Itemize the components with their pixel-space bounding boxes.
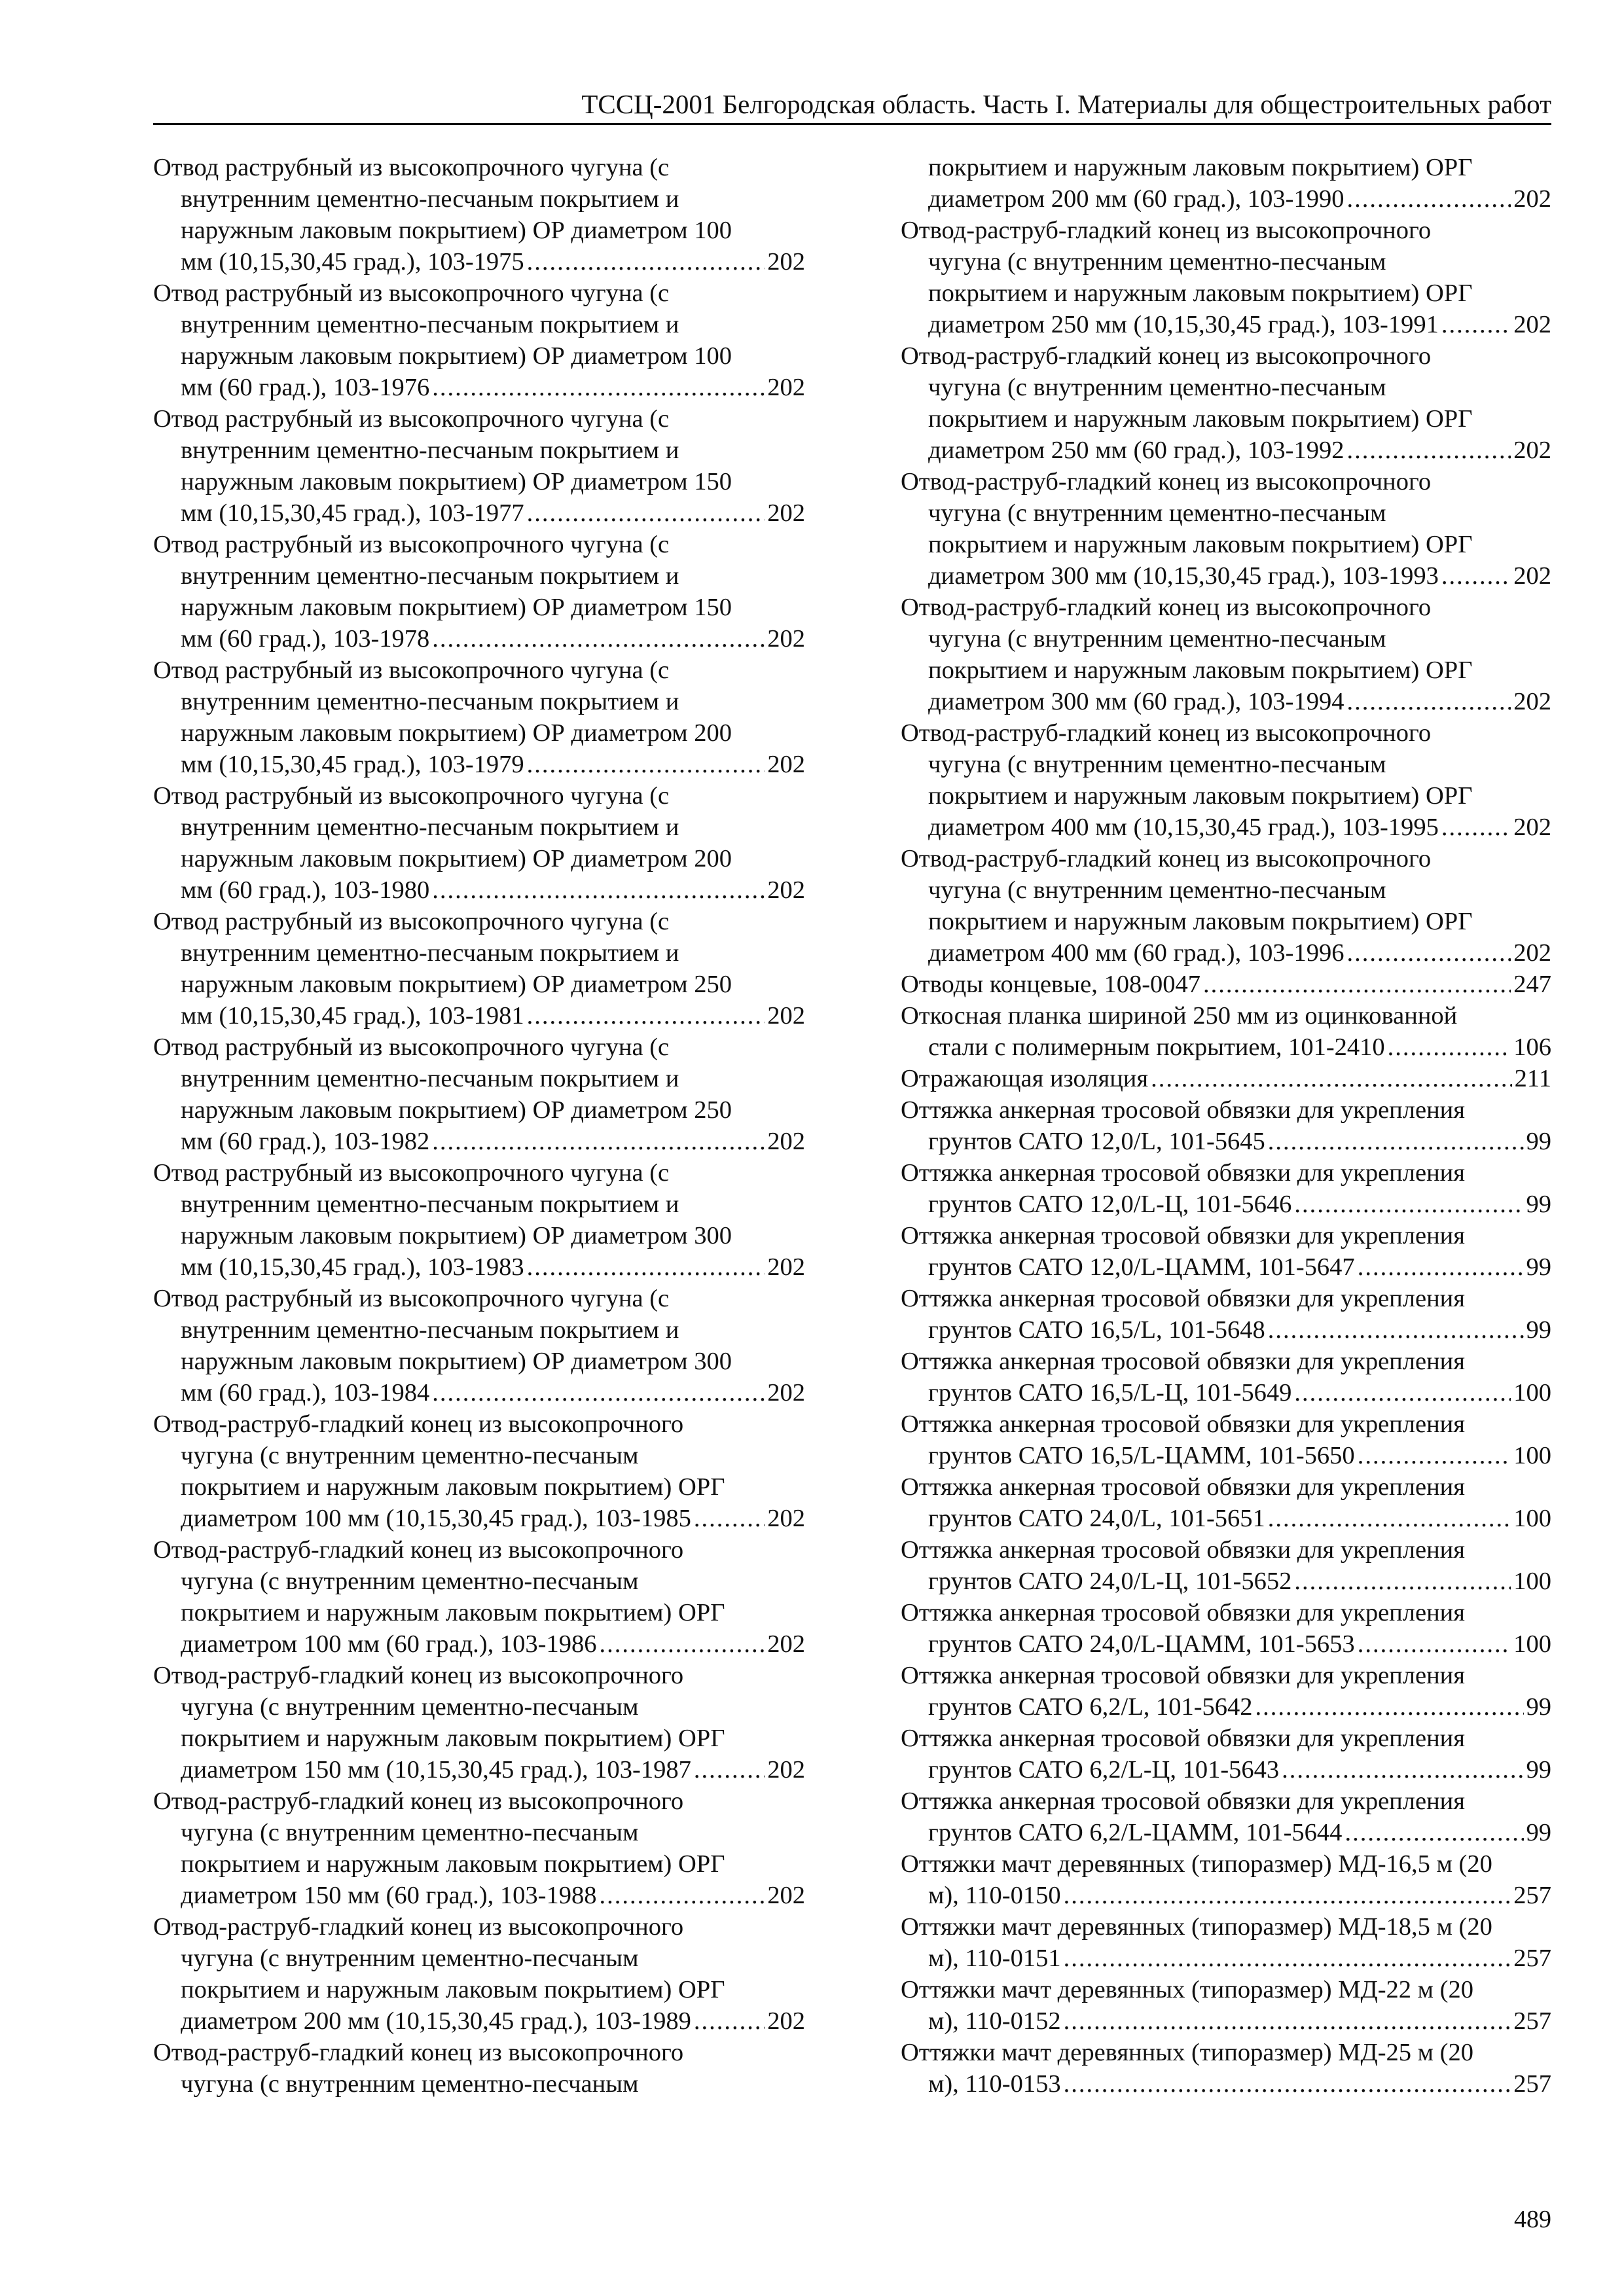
index-entry bbox=[901, 1094, 1551, 1157]
entry-line: покрытием и наружным лаковым покрытием) ОРГ bbox=[181, 1599, 725, 1626]
entry-line: Отвод-раструб-гладкий конец из высокопрочного bbox=[901, 594, 1432, 621]
header-title: ТССЦ-2001 Белгородская область. Часть I. Материалы для общестроительных работ bbox=[581, 89, 1551, 119]
entry-page-ref: 202 bbox=[767, 1379, 805, 1407]
entry-text: диаметром 100 мм (60 град.), 103-1986 bbox=[181, 1630, 597, 1658]
entry-line: Отвод раструбный из высокопрочного чугуна (с bbox=[153, 531, 670, 558]
dot-leader bbox=[1358, 1440, 1511, 1471]
entry-line: Отвод раструбный из высокопрочного чугуна (с bbox=[153, 908, 670, 935]
entry-page-ref: 202 bbox=[1513, 185, 1551, 213]
entry-text: диаметром 250 мм (60 град.), 103-1992 bbox=[928, 437, 1344, 464]
entry-line: Отвод раструбный из высокопрочного чугуна (с bbox=[153, 154, 670, 181]
entry-page-ref: 100 bbox=[1513, 1505, 1551, 1532]
entry-line: внутренним цементно-песчаным покрытием и bbox=[181, 1316, 679, 1344]
entry-line: наружным лаковым покрытием) ОР диаметром 100 bbox=[181, 342, 732, 370]
index-entry bbox=[153, 906, 805, 1031]
dot-leader bbox=[1294, 1189, 1523, 1220]
page-number: 489 bbox=[1514, 2206, 1551, 2233]
index-entry bbox=[901, 1220, 1551, 1283]
entry-page-ref: 202 bbox=[767, 1505, 805, 1532]
entry-text: мм (60 град.), 103-1982 bbox=[181, 1128, 430, 1155]
entry-line: Отвод раструбный из высокопрочного чугуна (с bbox=[153, 1285, 670, 1312]
entry-text: Отводы концевые, 108-0047 bbox=[901, 971, 1201, 998]
entry-line: покрытием и наружным лаковым покрытием) ОРГ bbox=[928, 908, 1473, 935]
entry-page-ref: 99 bbox=[1526, 1819, 1551, 1846]
entry-line: чугуна (с внутренним цементно-песчаным bbox=[928, 876, 1386, 904]
entry-line: Оттяжка анкерная тросовой обвязки для укрепления bbox=[901, 1410, 1465, 1438]
index-entry bbox=[901, 1597, 1551, 1660]
entry-text: мм (10,15,30,45 град.), 103-1975 bbox=[181, 248, 524, 276]
entry-page-ref: 99 bbox=[1526, 1128, 1551, 1155]
entry-line: наружным лаковым покрытием) ОР диаметром 150 bbox=[181, 468, 732, 495]
entry-line: Отвод-раструб-гладкий конец из высокопрочного bbox=[901, 217, 1432, 244]
index-entry bbox=[901, 1660, 1551, 1723]
entry-page-ref: 202 bbox=[767, 2007, 805, 2035]
index-entry bbox=[901, 1848, 1551, 1911]
entry-line: покрытием и наружным лаковым покрытием) ОРГ bbox=[928, 656, 1473, 684]
entry-line: Отвод-раструб-гладкий конец из высокопрочного bbox=[153, 1787, 684, 1815]
entry-text: диаметром 100 мм (10,15,30,45 град.), 103-1985 bbox=[181, 1505, 691, 1532]
index-entry bbox=[901, 1785, 1551, 1848]
entry-page-ref: 202 bbox=[767, 1128, 805, 1155]
entry-line: внутренним цементно-песчаным покрытием и bbox=[181, 562, 679, 590]
entry-line: Отвод-раструб-гладкий конец из высокопрочного bbox=[153, 2039, 684, 2066]
entry-line: внутренним цементно-песчаным покрытием и bbox=[181, 1191, 679, 1218]
index-entry bbox=[153, 529, 805, 655]
entry-page-ref: 99 bbox=[1526, 1756, 1551, 1784]
entry-text: м), 110-0150 bbox=[928, 1882, 1061, 1909]
dot-leader bbox=[1064, 1943, 1511, 1974]
entry-line: Оттяжка анкерная тросовой обвязки для укрепления bbox=[901, 1787, 1465, 1815]
index-entry bbox=[901, 1974, 1551, 2037]
dot-leader bbox=[1441, 560, 1511, 592]
entry-text: мм (10,15,30,45 град.), 103-1983 bbox=[181, 1253, 524, 1281]
entry-line: Отвод-раструб-гладкий конец из высокопрочного bbox=[153, 1410, 684, 1438]
entry-line: внутренним цементно-песчаным покрытием и bbox=[181, 185, 679, 213]
dot-leader bbox=[1346, 435, 1511, 466]
entry-page-ref: 100 bbox=[1513, 1630, 1551, 1658]
entry-line: наружным лаковым покрытием) ОР диаметром 100 bbox=[181, 217, 732, 244]
dot-leader bbox=[1203, 969, 1511, 1000]
dot-leader bbox=[1346, 686, 1511, 717]
entry-page-ref: 99 bbox=[1526, 1253, 1551, 1281]
index-entry bbox=[901, 843, 1551, 969]
entry-line: Отвод раструбный из высокопрочного чугуна (с bbox=[153, 782, 670, 810]
entry-line: Оттяжка анкерная тросовой обвязки для укрепления bbox=[901, 1348, 1465, 1375]
entry-line: покрытием и наружным лаковым покрытием) ОРГ bbox=[181, 1473, 725, 1501]
entry-text: грунтов САТО 16,5/L-Ц, 101-5649 bbox=[928, 1379, 1292, 1407]
entry-text: грунтов САТО 24,0/L, 101-5651 bbox=[928, 1505, 1265, 1532]
entry-text: мм (60 град.), 103-1984 bbox=[181, 1379, 430, 1407]
entry-text: м), 110-0153 bbox=[928, 2070, 1061, 2098]
index-column-right bbox=[901, 152, 1551, 2100]
entry-page-ref: 247 bbox=[1513, 971, 1551, 998]
entry-text: диаметром 200 мм (10,15,30,45 град.), 103-1989 bbox=[181, 2007, 691, 2035]
entry-text: грунтов САТО 24,0/L-ЦАММ, 101-5653 bbox=[928, 1630, 1355, 1658]
dot-leader bbox=[1358, 1628, 1511, 1660]
entry-line: чугуна (с внутренним цементно-песчаным bbox=[181, 1568, 639, 1595]
dot-leader bbox=[1294, 1566, 1511, 1597]
dot-leader bbox=[1282, 1754, 1523, 1785]
entry-line: Отвод-раструб-гладкий конец из высокопрочного bbox=[901, 845, 1432, 872]
entry-page-ref: 99 bbox=[1526, 1191, 1551, 1218]
entry-page-ref: 202 bbox=[767, 374, 805, 401]
dot-leader bbox=[1268, 1503, 1511, 1534]
dot-leader bbox=[1064, 2005, 1511, 2037]
entry-line: Оттяжки мачт деревянных (типоразмер) МД-22 м (20 bbox=[901, 1976, 1473, 2003]
entry-line: Оттяжки мачт деревянных (типоразмер) МД-25 м (20 bbox=[901, 2039, 1473, 2066]
entry-line: Откосная планка шириной 250 мм из оцинкованной bbox=[901, 1002, 1458, 1030]
dot-leader bbox=[1294, 1377, 1511, 1408]
entry-line: внутренним цементно-песчаным покрытием и bbox=[181, 814, 679, 841]
index-entry bbox=[901, 592, 1551, 717]
entry-text: диаметром 250 мм (10,15,30,45 град.), 103-1991 bbox=[928, 311, 1439, 338]
entry-line: наружным лаковым покрытием) ОР диаметром 250 bbox=[181, 971, 732, 998]
entry-line: Оттяжки мачт деревянных (типоразмер) МД-18,5 м (20 bbox=[901, 1913, 1492, 1941]
dot-leader bbox=[432, 372, 765, 403]
entry-page-ref: 100 bbox=[1513, 1379, 1551, 1407]
index-entry bbox=[901, 1408, 1551, 1471]
entry-page-ref: 202 bbox=[1513, 939, 1551, 967]
entry-page-ref: 100 bbox=[1513, 1568, 1551, 1595]
entry-line: чугуна (с внутренним цементно-песчаным bbox=[928, 499, 1386, 527]
index-entry bbox=[901, 1723, 1551, 1785]
entry-text: м), 110-0151 bbox=[928, 1945, 1061, 1972]
entry-text: Отражающая изоляция bbox=[901, 1065, 1149, 1092]
dot-leader bbox=[432, 874, 765, 906]
entry-page-ref: 202 bbox=[767, 499, 805, 527]
index-entry bbox=[901, 152, 1551, 215]
entry-line: Оттяжка анкерная тросовой обвязки для укрепления bbox=[901, 1222, 1465, 1249]
entry-page-ref: 202 bbox=[767, 751, 805, 778]
entry-line: наружным лаковым покрытием) ОР диаметром 300 bbox=[181, 1222, 732, 1249]
entry-line: Отвод-раструб-гладкий конец из высокопрочного bbox=[901, 719, 1432, 747]
entry-text: мм (60 град.), 103-1978 bbox=[181, 625, 430, 653]
dot-leader bbox=[1346, 937, 1511, 969]
dot-leader bbox=[527, 749, 765, 780]
dot-leader bbox=[527, 246, 765, 278]
entry-line: Отвод-раструб-гладкий конец из высокопрочного bbox=[153, 1536, 684, 1564]
dot-leader bbox=[432, 1126, 765, 1157]
dot-leader bbox=[1255, 1691, 1524, 1723]
dot-leader bbox=[1358, 1251, 1524, 1283]
dot-leader bbox=[599, 1880, 765, 1911]
dot-leader bbox=[1151, 1063, 1512, 1094]
entry-page-ref: 202 bbox=[1513, 688, 1551, 715]
index-entry bbox=[901, 466, 1551, 592]
index-entry bbox=[153, 152, 805, 278]
entry-line: чугуна (с внутренним цементно-песчаным bbox=[181, 1442, 639, 1469]
entry-line: Отвод-раструб-гладкий конец из высокопрочного bbox=[901, 468, 1432, 495]
dot-leader bbox=[1268, 1314, 1524, 1346]
dot-leader bbox=[1441, 812, 1511, 843]
entry-page-ref: 257 bbox=[1513, 2070, 1551, 2098]
entry-line: внутренним цементно-песчаным покрытием и bbox=[181, 1065, 679, 1092]
index-entry bbox=[153, 1157, 805, 1283]
entry-line: Оттяжки мачт деревянных (типоразмер) МД-16,5 м (20 bbox=[901, 1850, 1492, 1878]
dot-leader bbox=[527, 1000, 765, 1031]
index-entry bbox=[153, 403, 805, 529]
entry-text: грунтов САТО 16,5/L, 101-5648 bbox=[928, 1316, 1265, 1344]
index-column-left bbox=[153, 152, 805, 2100]
index-entry bbox=[153, 780, 805, 906]
index-entry bbox=[901, 717, 1551, 843]
index-entry bbox=[901, 215, 1551, 340]
dot-leader bbox=[527, 497, 765, 529]
entry-page-ref: 211 bbox=[1514, 1065, 1551, 1092]
entry-line: чугуна (с внутренним цементно-песчаным bbox=[928, 248, 1386, 276]
entry-line: покрытием и наружным лаковым покрытием) ОРГ bbox=[928, 279, 1473, 307]
entry-text: м), 110-0152 bbox=[928, 2007, 1061, 2035]
entry-text: стали с полимерным покрытием, 101-2410 bbox=[928, 1033, 1385, 1061]
index-entry bbox=[901, 1157, 1551, 1220]
entry-line: покрытием и наружным лаковым покрытием) ОРГ bbox=[181, 1976, 725, 2003]
entry-line: наружным лаковым покрытием) ОР диаметром 200 bbox=[181, 845, 732, 872]
entry-page-ref: 202 bbox=[1513, 311, 1551, 338]
entry-page-ref: 202 bbox=[767, 1756, 805, 1784]
entry-line: наружным лаковым покрытием) ОР диаметром 200 bbox=[181, 719, 732, 747]
entry-line: покрытием и наружным лаковым покрытием) ОРГ bbox=[928, 154, 1473, 181]
dot-leader bbox=[694, 1754, 765, 1785]
entry-line: покрытием и наружным лаковым покрытием) ОРГ bbox=[181, 1725, 725, 1752]
entry-line: Оттяжка анкерная тросовой обвязки для укрепления bbox=[901, 1599, 1465, 1626]
entry-text: грунтов САТО 6,2/L-Ц, 101-5643 bbox=[928, 1756, 1280, 1784]
entry-line: наружным лаковым покрытием) ОР диаметром 250 bbox=[181, 1096, 732, 1124]
entry-page-ref: 202 bbox=[767, 1630, 805, 1658]
dot-leader bbox=[1388, 1031, 1511, 1063]
entry-page-ref: 99 bbox=[1526, 1316, 1551, 1344]
entry-line: Оттяжка анкерная тросовой обвязки для укрепления bbox=[901, 1096, 1465, 1124]
entry-line: Отвод-раструб-гладкий конец из высокопрочного bbox=[153, 1913, 684, 1941]
index-entry bbox=[901, 1534, 1551, 1597]
dot-leader bbox=[1441, 309, 1511, 340]
entry-line: Оттяжка анкерная тросовой обвязки для укрепления bbox=[901, 1536, 1465, 1564]
entry-page-ref: 257 bbox=[1513, 2007, 1551, 2035]
entry-line: внутренним цементно-песчаным покрытием и bbox=[181, 311, 679, 338]
index-entry bbox=[153, 2037, 805, 2100]
entry-line: чугуна (с внутренним цементно-песчаным bbox=[181, 2070, 639, 2098]
entry-text: грунтов САТО 24,0/L-Ц, 101-5652 bbox=[928, 1568, 1292, 1595]
entry-line: чугуна (с внутренним цементно-песчаным bbox=[928, 751, 1386, 778]
entry-text: грунтов САТО 12,0/L, 101-5645 bbox=[928, 1128, 1265, 1155]
entry-page-ref: 202 bbox=[1513, 437, 1551, 464]
index-entry bbox=[901, 1471, 1551, 1534]
entry-text: мм (60 град.), 103-1980 bbox=[181, 876, 430, 904]
entry-line: чугуна (с внутренним цементно-песчаным bbox=[928, 625, 1386, 653]
index-entry bbox=[901, 1346, 1551, 1408]
entry-line: Оттяжка анкерная тросовой обвязки для укрепления bbox=[901, 1159, 1465, 1187]
entry-page-ref: 257 bbox=[1513, 1882, 1551, 1909]
entry-text: диаметром 150 мм (60 град.), 103-1988 bbox=[181, 1882, 597, 1909]
index-entry bbox=[901, 2037, 1551, 2100]
dot-leader bbox=[1268, 1126, 1524, 1157]
index-entry bbox=[901, 969, 1551, 1000]
entry-text: грунтов САТО 6,2/L, 101-5642 bbox=[928, 1693, 1253, 1721]
entry-line: покрытием и наружным лаковым покрытием) ОРГ bbox=[928, 782, 1473, 810]
entry-text: мм (10,15,30,45 град.), 103-1981 bbox=[181, 1002, 524, 1030]
entry-text: диаметром 300 мм (10,15,30,45 град.), 103-1993 bbox=[928, 562, 1439, 590]
entry-line: наружным лаковым покрытием) ОР диаметром 300 bbox=[181, 1348, 732, 1375]
entry-text: грунтов САТО 12,0/L-Ц, 101-5646 bbox=[928, 1191, 1292, 1218]
entry-text: диаметром 200 мм (60 град.), 103-1990 bbox=[928, 185, 1344, 213]
entry-text: мм (10,15,30,45 град.), 103-1979 bbox=[181, 751, 524, 778]
entry-line: Оттяжка анкерная тросовой обвязки для укрепления bbox=[901, 1285, 1465, 1312]
entry-page-ref: 202 bbox=[767, 1253, 805, 1281]
entry-text: грунтов САТО 6,2/L-ЦАММ, 101-5644 bbox=[928, 1819, 1343, 1846]
entry-text: мм (60 град.), 103-1976 bbox=[181, 374, 430, 401]
entry-text: диаметром 400 мм (10,15,30,45 град.), 103-1995 bbox=[928, 814, 1439, 841]
entry-page-ref: 99 bbox=[1526, 1693, 1551, 1721]
entry-line: Отвод раструбный из высокопрочного чугуна (с bbox=[153, 279, 670, 307]
entry-line: покрытием и наружным лаковым покрытием) ОРГ bbox=[928, 405, 1473, 433]
entry-line: внутренним цементно-песчаным покрытием и bbox=[181, 688, 679, 715]
entry-text: грунтов САТО 16,5/L-ЦАММ, 101-5650 bbox=[928, 1442, 1355, 1469]
entry-line: Оттяжка анкерная тросовой обвязки для укрепления bbox=[901, 1725, 1465, 1752]
dot-leader bbox=[1346, 183, 1511, 215]
entry-page-ref: 202 bbox=[767, 1882, 805, 1909]
entry-line: Оттяжка анкерная тросовой обвязки для укрепления bbox=[901, 1662, 1465, 1689]
entry-line: Отвод раструбный из высокопрочного чугуна (с bbox=[153, 656, 670, 684]
entry-line: чугуна (с внутренним цементно-песчаным bbox=[928, 374, 1386, 401]
dot-leader bbox=[432, 1377, 765, 1408]
entry-line: чугуна (с внутренним цементно-песчаным bbox=[181, 1945, 639, 1972]
entry-page-ref: 202 bbox=[1513, 814, 1551, 841]
index-entry bbox=[901, 1911, 1551, 1974]
entry-page-ref: 257 bbox=[1513, 1945, 1551, 1972]
index-entry bbox=[153, 1534, 805, 1660]
entry-line: чугуна (с внутренним цементно-песчаным bbox=[181, 1819, 639, 1846]
entry-line: Отвод-раструб-гладкий конец из высокопрочного bbox=[901, 342, 1432, 370]
entry-page-ref: 202 bbox=[767, 248, 805, 276]
entry-text: диаметром 300 мм (60 град.), 103-1994 bbox=[928, 688, 1344, 715]
entry-page-ref: 202 bbox=[767, 625, 805, 653]
entry-line: Отвод раструбный из высокопрочного чугуна (с bbox=[153, 405, 670, 433]
entry-line: внутренним цементно-песчаным покрытием и bbox=[181, 437, 679, 464]
dot-leader bbox=[694, 1503, 765, 1534]
index-entry bbox=[153, 1660, 805, 1785]
entry-line: покрытием и наружным лаковым покрытием) ОРГ bbox=[928, 531, 1473, 558]
index-entry bbox=[901, 1063, 1551, 1094]
entry-page-ref: 106 bbox=[1513, 1033, 1551, 1061]
entry-text: грунтов САТО 12,0/L-ЦАММ, 101-5647 bbox=[928, 1253, 1355, 1281]
entry-page-ref: 202 bbox=[767, 876, 805, 904]
index-entry bbox=[153, 1031, 805, 1157]
entry-page-ref: 100 bbox=[1513, 1442, 1551, 1469]
entry-line: покрытием и наружным лаковым покрытием) ОРГ bbox=[181, 1850, 725, 1878]
entry-line: внутренним цементно-песчаным покрытием и bbox=[181, 939, 679, 967]
index-entry bbox=[153, 1408, 805, 1534]
index-entry bbox=[153, 1283, 805, 1408]
dot-leader bbox=[432, 623, 765, 655]
index-entry bbox=[901, 340, 1551, 466]
index-entry bbox=[901, 1283, 1551, 1346]
entry-text: диаметром 400 мм (60 град.), 103-1996 bbox=[928, 939, 1344, 967]
dot-leader bbox=[599, 1628, 765, 1660]
dot-leader bbox=[694, 2005, 765, 2037]
dot-leader bbox=[1344, 1817, 1523, 1848]
entry-page-ref: 202 bbox=[767, 1002, 805, 1030]
index-entry bbox=[153, 1911, 805, 2037]
entry-line: Отвод раструбный из высокопрочного чугуна (с bbox=[153, 1033, 670, 1061]
entry-line: наружным лаковым покрытием) ОР диаметром 150 bbox=[181, 594, 732, 621]
index-entry bbox=[901, 1000, 1551, 1063]
entry-line: Отвод-раструб-гладкий конец из высокопрочного bbox=[153, 1662, 684, 1689]
entry-line: чугуна (с внутренним цементно-песчаным bbox=[181, 1693, 639, 1721]
page-header bbox=[153, 84, 1551, 125]
index-entry bbox=[153, 278, 805, 403]
index-entry bbox=[153, 655, 805, 780]
entry-text: мм (10,15,30,45 град.), 103-1977 bbox=[181, 499, 524, 527]
dot-leader bbox=[527, 1251, 765, 1283]
index-entry bbox=[153, 1785, 805, 1911]
dot-leader bbox=[1064, 2068, 1511, 2100]
dot-leader bbox=[1064, 1880, 1511, 1911]
entry-text: диаметром 150 мм (10,15,30,45 град.), 103-1987 bbox=[181, 1756, 691, 1784]
entry-page-ref: 202 bbox=[1513, 562, 1551, 590]
entry-line: Оттяжка анкерная тросовой обвязки для укрепления bbox=[901, 1473, 1465, 1501]
entry-line: Отвод раструбный из высокопрочного чугуна (с bbox=[153, 1159, 670, 1187]
